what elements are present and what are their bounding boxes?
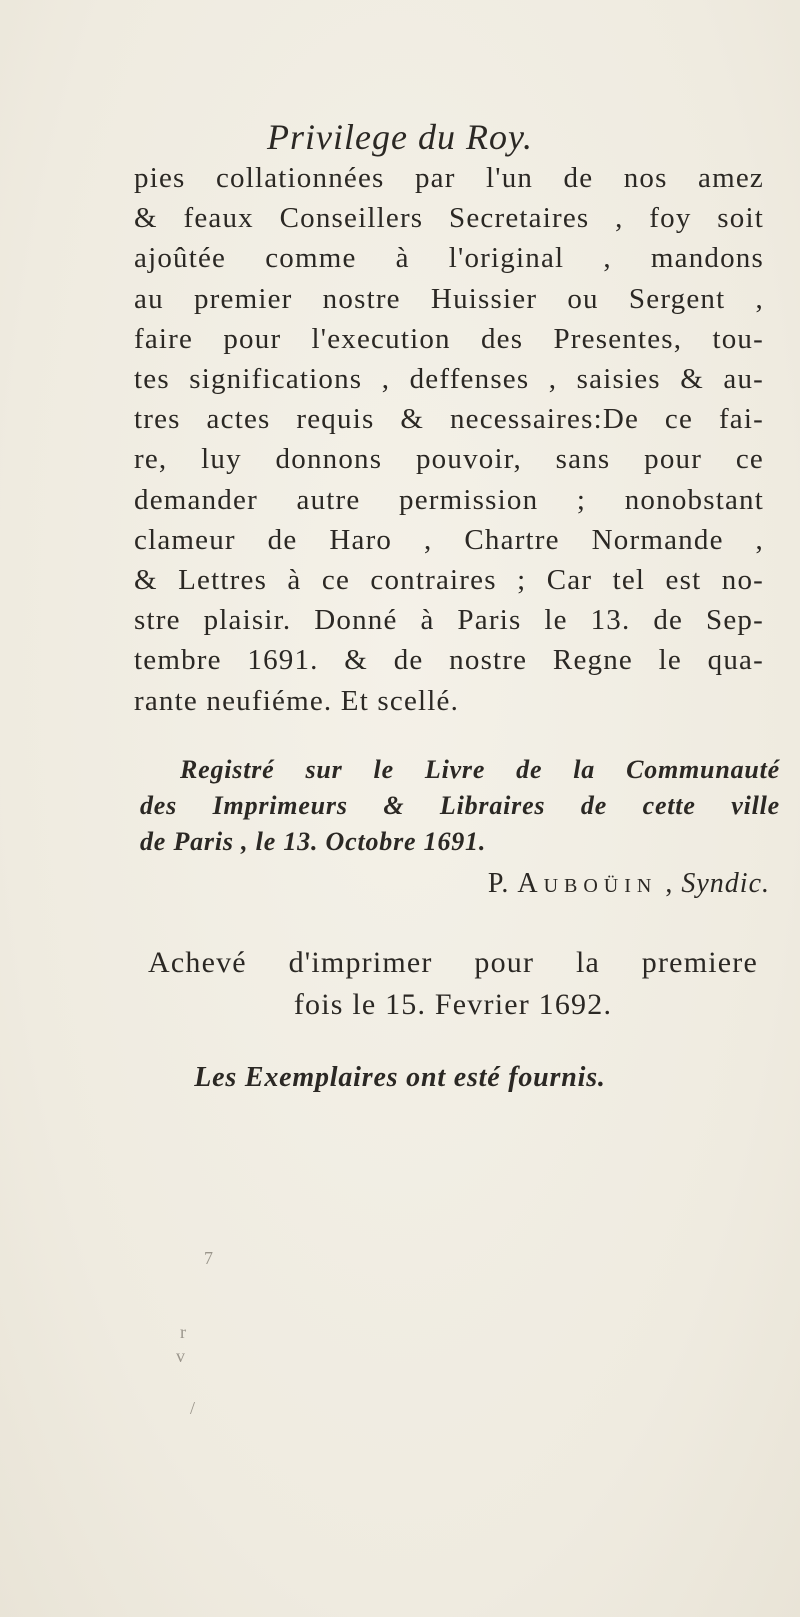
registration-note bbox=[140, 752, 780, 860]
stray-mark: r bbox=[180, 1322, 186, 1342]
privilege-body-text bbox=[134, 158, 764, 721]
stray-mark: / bbox=[190, 1398, 196, 1418]
page-header: Privilege du Roy. bbox=[267, 117, 533, 157]
body-line: re, luy donnons pouvoir, sans pour ce bbox=[134, 443, 764, 476]
stray-mark: v bbox=[176, 1346, 185, 1366]
body-line: & Lettres à ce contraires ; Car tel est no- bbox=[134, 564, 764, 597]
printing-line: fois le 15. Fevrier 1692. bbox=[293, 988, 613, 1021]
registration-line: de Paris , le 13. Octobre 1691. bbox=[140, 827, 487, 856]
body-line: tres actes requis & necessaires:De ce fai- bbox=[134, 403, 764, 436]
signature-separator: , bbox=[665, 868, 674, 899]
printing-line: Achevé d'imprimer pour la premiere bbox=[148, 946, 758, 979]
printing-completion-note bbox=[148, 942, 758, 1026]
signature-title: Syndic. bbox=[681, 868, 770, 899]
body-line: faire pour l'execution des Presentes, tou- bbox=[134, 322, 764, 355]
stray-mark: 7 bbox=[204, 1248, 213, 1268]
signature-name: Auboüin bbox=[517, 868, 658, 899]
body-line: stre plaisir. Donné à Paris le 13. de Sep- bbox=[134, 604, 764, 637]
copies-supplied-note: Les Exemplaires ont esté fournis. bbox=[194, 1062, 606, 1093]
body-line: & feaux Conseillers Secretaires , foy soit bbox=[134, 202, 764, 235]
body-line: tes significations , deffenses , saisies & au- bbox=[134, 363, 764, 396]
body-line: clameur de Haro , Chartre Normande , bbox=[134, 523, 764, 556]
body-line: demander autre permission ; nonobstant bbox=[134, 483, 764, 516]
signature-initial: P. bbox=[487, 868, 510, 899]
body-line: au premier nostre Huissier ou Sergent , bbox=[134, 282, 764, 315]
registration-line: Registré sur le Livre de la Communauté bbox=[180, 755, 780, 784]
body-line: tembre 1691. & de nostre Regne le qua- bbox=[134, 644, 764, 677]
body-line: ajoûtée comme à l'original , mandons bbox=[134, 242, 764, 275]
body-line: pies collationnées par l'un de nos amez bbox=[134, 162, 764, 194]
body-line: rante neufiéme. Et scellé. bbox=[134, 684, 460, 717]
registration-line: des Imprimeurs & Libraires de cette ville bbox=[140, 791, 780, 820]
syndic-signature bbox=[488, 868, 770, 900]
